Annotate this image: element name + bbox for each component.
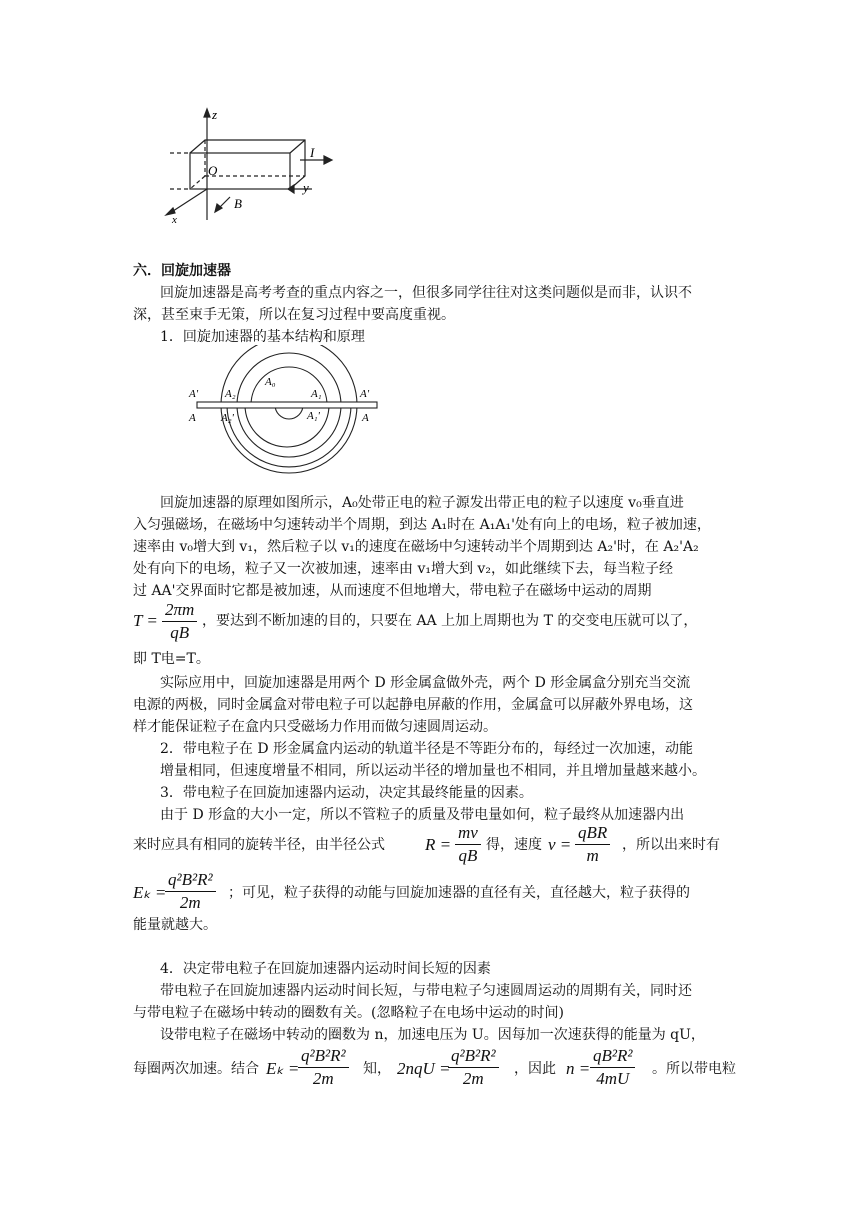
nqu-lhs: 2nqU = [397,1059,451,1078]
radius-numerator: mv [455,823,481,845]
label-a1: A₁ [311,388,322,400]
period-equality: 即 T电=T。 [133,651,210,667]
label-x: x [172,214,177,225]
n-fraction [590,1046,635,1089]
para1-line-2: 入匀强磁场，在磁场中匀速转动半个周期，到达 A₁时在 A₁A₁'处有向上的电场，粒子被加速， [133,517,711,533]
velocity-fraction [575,823,610,866]
section-title: 六．回旋加速器 [133,263,231,279]
para3-line-1: 由于 D 形盒的大小一定，所以不管粒子的质量及带电量如何，粒子最终从加速器内出 [160,807,685,823]
label-a-right: A [362,412,369,424]
ek2-denominator: 2m [312,1069,334,1088]
label-a-prime-left: A' [189,388,199,400]
label-o: O [208,163,218,178]
para2-line-2: 电源的两极，同时金属盒对带电粒子可以起静电屏蔽的作用，金属盒可以屏蔽外界电场，这 [133,697,693,713]
para3-line-2-mid: 得，速度 [486,837,542,853]
intro-line-2: 深，甚至束手无策，所以在复习过程中要高度重视。 [133,307,455,323]
n-numerator: qB²R² [590,1046,635,1068]
para5-line-1: 设带电粒子在磁场中转动的圈数为 n，加速电压为 U。因每加一次速获得的能量为 qU， [160,1027,705,1043]
para1-line-4: 处有向下的电场，粒子又一次被加速，速率由 v₁增大到 v₂，如此继续下去，每当粒子经 [133,561,673,577]
ek-denominator: 2m [179,893,201,912]
para3-line-2-pre: 来时应具有相同的旋转半径，由半径公式 [133,837,385,853]
para1-line-5: 过 AA'交界面时它都是被加速，从而速度不但地增大，带电粒子在磁场中运动的周期 [133,583,652,599]
figure-hall-box [160,105,350,225]
para1-line-1: 回旋加速器的原理如图所示，A₀处带正电的粒子源发出带正电的粒子以速度 v₀垂直进 [160,495,684,511]
para2-line-3: 样才能保证粒子在盒内只受磁场力作用而做匀速圆周运动。 [133,719,497,735]
nqu-fraction [448,1046,499,1089]
figure-cyclotron [185,345,385,480]
radius-fraction [455,823,481,866]
para4-line-1: 带电粒子在回旋加速器内运动时间长短，与带电粒子匀速圆周运动的周期有关，同时还 [160,983,692,999]
para2-line-1: 实际应用中，回旋加速器是用两个 D 形金属盒做外壳，两个 D 形金属盒分别充当交流 [160,675,691,691]
ek-fraction [165,870,216,913]
para3-line-4: 能量就越大。 [133,917,217,933]
item-3-heading: 3．带电粒子在回旋加速器内运动，决定其最终能量的因素。 [160,785,533,801]
period-tail: ，要达到不断加速的目的，只要在 AA 上加上周期也为 T 的交变电压就可以了， [202,613,698,629]
period-denominator: qB [170,623,190,642]
item-1-heading: 1．回旋加速器的基本结构和原理 [160,329,365,345]
velocity-lhs: v = [548,835,572,854]
item-2-line-2: 增量相同，但速度增量不相同，所以运动半径的增加量也不相同，并且增加量越来越小。 [160,763,706,779]
ek-lhs: Eₖ = [133,883,167,902]
label-a-left: A [189,412,196,424]
ek-numerator: q²B²R² [165,870,216,892]
para1-line-3: 速率由 v₀增大到 v₁，然后粒子以 v₁的速度在磁场中匀速转动半个周期到达 A₂'时，在 A₂'A₂ [133,539,699,555]
para3-line-2-post: ，所以出来时有 [622,837,720,853]
intro-line-1: 回旋加速器是高考考查的重点内容之一，但很多同学往往对这类问题似是而非，认识不 [160,285,692,301]
label-a-prime-right: A' [360,388,370,400]
label-a1-prime: A₁' [307,410,320,422]
item-2-line-1: 2．带电粒子在 D 形金属盒内运动的轨道半径是不等距分布的，每经过一次加速，动能 [160,741,694,757]
nqu-numerator: q²B²R² [448,1046,499,1068]
label-i: I [310,145,315,160]
ek2-fraction [298,1046,349,1089]
period-numerator: 2πm [162,600,197,622]
n-lhs: n = [566,1059,591,1078]
para5-line-2-mid1: 知， [363,1061,391,1077]
label-y: y [303,180,309,195]
ek2-numerator: q²B²R² [298,1046,349,1068]
para5-line-2-pre: 每圈两次加速。结合 [133,1061,259,1077]
radius-lhs: R = [425,835,452,854]
n-denominator: 4mU [596,1069,630,1088]
velocity-denominator: m [586,846,599,865]
velocity-numerator: qBR [575,823,610,845]
nqu-denominator: 2m [462,1069,484,1088]
radius-denominator: qB [458,846,478,865]
para3-line-3-tail: ；可见，粒子获得的动能与回旋加速器的直径有关，直径越大，粒子获得的 [228,885,690,901]
label-b: B [234,196,242,211]
period-lhs: T = [133,611,158,630]
label-z: z [212,107,218,122]
label-a2: A₂ [225,388,236,400]
period-fraction [162,600,197,643]
para5-line-2-post: 。所以带电粒 [652,1061,736,1077]
para5-line-2-mid2: ，因此 [514,1061,556,1077]
label-a2-prime: A₂' [221,412,234,424]
ek2-lhs: Eₖ = [266,1059,300,1078]
para4-line-2: 与带电粒子在磁场中转动的圈数有关。(忽略粒子在电场中运动的时间) [133,1005,564,1021]
label-a0: A₀ [265,376,276,388]
item-4-heading: 4．决定带电粒子在回旋加速器内运动时间长短的因素 [160,961,491,977]
